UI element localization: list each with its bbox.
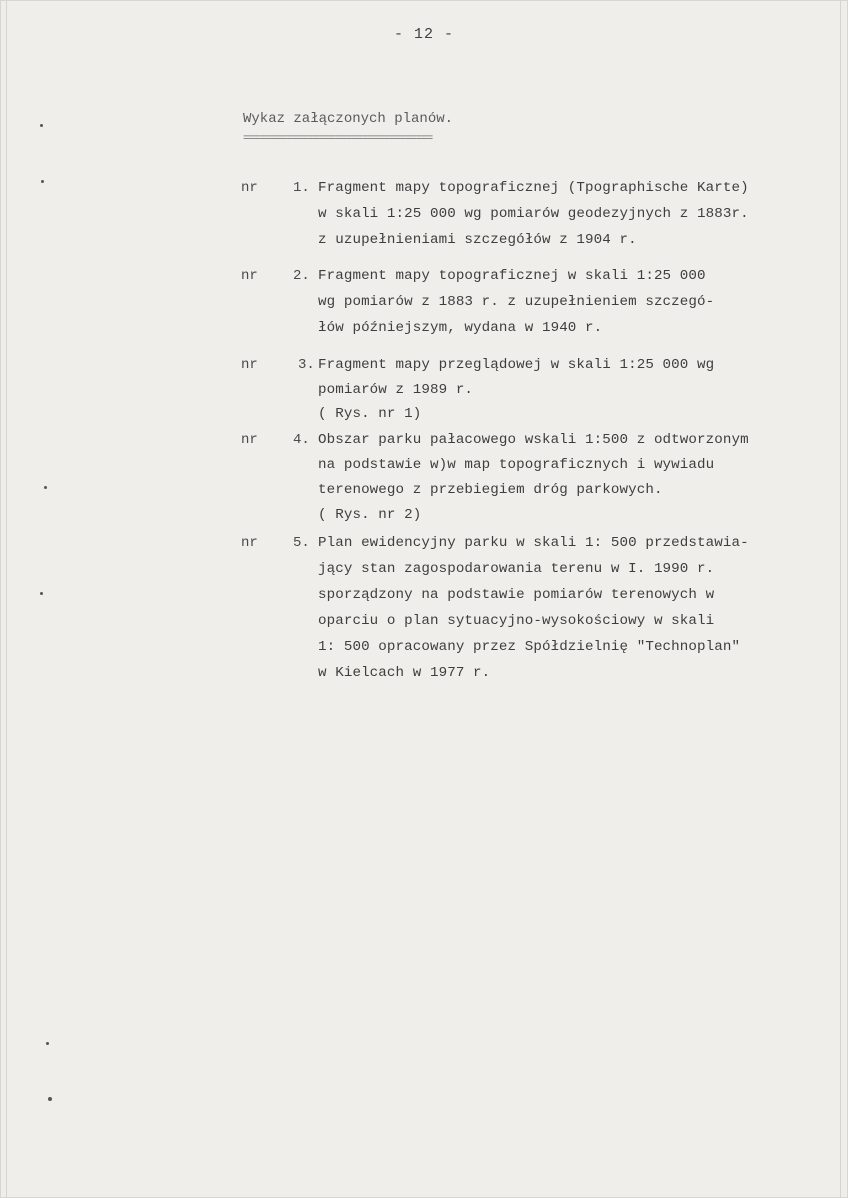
title-underline: =================================== <box>243 133 433 145</box>
scan-speck <box>46 1042 49 1045</box>
entry-line: w skali 1:25 000 wg pomiarów geodezyjnych z 1883r. <box>318 206 749 222</box>
scan-speck <box>40 592 43 595</box>
entry-line: sporządzony na podstawie pomiarów terenowych w <box>318 587 715 603</box>
entry-line: wg pomiarów z 1883 r. z uzupełnieniem szczegó- <box>318 294 715 310</box>
entry-label: nr <box>241 432 258 448</box>
entry-label: nr <box>241 268 258 284</box>
page-number: - 12 - <box>394 26 455 43</box>
entry-label: nr <box>241 535 258 551</box>
entry-line: Obszar parku pałacowego wskali 1:500 z odtworzonym <box>318 432 749 448</box>
entry-line: łów późniejszym, wydana w 1940 r. <box>318 320 603 336</box>
entry-line: terenowego z przebiegiem dróg parkowych. <box>318 482 663 498</box>
scan-speck <box>48 1097 52 1101</box>
entry-line: pomiarów z 1989 r. <box>318 382 474 398</box>
entry-line: 1: 500 opracowany przez Spółdzielnię "Technoplan" <box>318 639 741 655</box>
page-edge-right <box>840 0 841 1198</box>
entry-line: jący stan zagospodarowania terenu w I. 1990 r. <box>318 561 715 577</box>
entry-label: nr <box>241 357 258 373</box>
entry-number: 2. <box>293 268 310 284</box>
scan-speck <box>41 180 44 183</box>
entry-line: ( Rys. nr 1) <box>318 406 422 422</box>
entry-line: na podstawie w)w map topograficznych i wywiadu <box>318 457 715 473</box>
entry-label: nr <box>241 180 258 196</box>
entry-line: Fragment mapy topograficznej w skali 1:25 000 <box>318 268 706 284</box>
entry-line: oparciu o plan sytuacyjno-wysokościowy w skali <box>318 613 715 629</box>
entry-number: 4. <box>293 432 310 448</box>
scan-speck <box>44 486 47 489</box>
entry-number: 3. <box>298 357 315 373</box>
entry-number: 1. <box>293 180 310 196</box>
entry-line: ( Rys. nr 2) <box>318 507 422 523</box>
entry-number: 5. <box>293 535 310 551</box>
entry-line: w Kielcach w 1977 r. <box>318 665 491 681</box>
scan-speck <box>40 124 43 127</box>
page-edge-left <box>6 0 7 1198</box>
list-title: Wykaz załączonych planów. <box>243 111 454 127</box>
entry-line: z uzupełnieniami szczegółów z 1904 r. <box>318 232 637 248</box>
entry-line: Fragment mapy topograficznej (Tpographische Karte) <box>318 180 749 196</box>
entry-line: Plan ewidencyjny parku w skali 1: 500 przedstawia- <box>318 535 749 551</box>
entry-line: Fragment mapy przeglądowej w skali 1:25 000 wg <box>318 357 715 373</box>
